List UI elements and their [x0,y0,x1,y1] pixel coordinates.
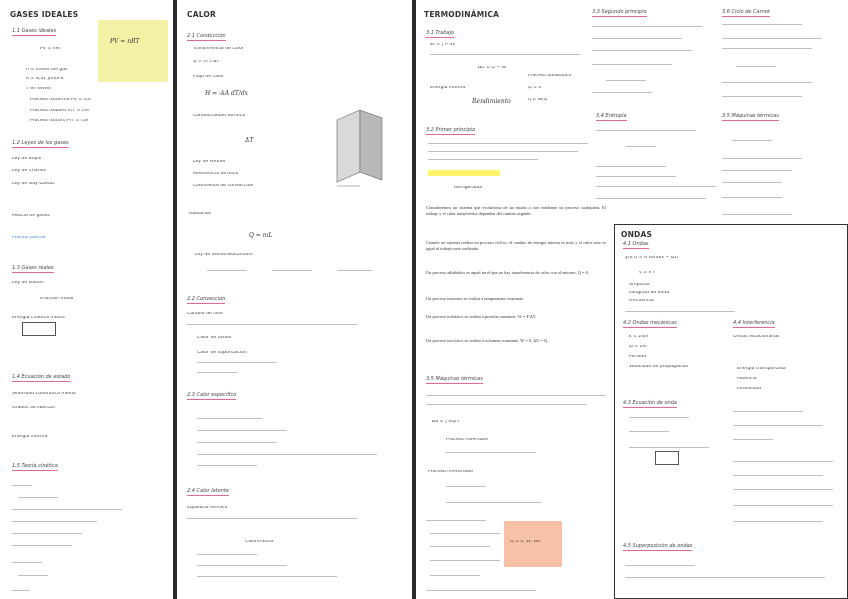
scrawl-line [722,197,782,198]
note-line: v = λ f [639,271,655,275]
scrawl-line [446,452,536,453]
note-line: W = ∫ P dV [430,43,456,47]
theory-paragraph [426,270,606,276]
scrawl-line [722,158,802,159]
bullet-text: Un proceso isotermo se realiza a temperatura constante. [426,296,525,301]
note-line: Amplitud [629,283,650,287]
theory-paragraph [426,296,606,302]
page-title: GASES IDEALES [10,10,79,19]
note-line: Potencia [737,377,757,381]
scrawl-line [592,38,682,39]
scrawl-line [426,404,586,405]
scrawl-line [197,454,377,455]
note-line: Mezcla de gases [12,214,50,218]
note-line: Cambio de fase [187,312,223,316]
note-line: ΔS = ∫ dQ/T [432,420,460,424]
scrawl-line [626,146,656,147]
note-line: Intensidad [737,387,762,391]
note-line: Longitud de onda [629,291,670,295]
note-line: Ley de Charles [12,169,47,173]
note-line: Conductividad térmica [193,114,245,118]
scrawl-line [426,520,486,521]
note-line: ω = 2πf [629,345,647,349]
note-line: Q = 0 [528,86,542,90]
scrawl-line [12,545,72,546]
page-gases-ideales [0,0,173,599]
scrawl-line [12,521,97,522]
scrawl-line [629,447,709,448]
scrawl-line [736,66,776,67]
scrawl-line [592,92,652,93]
scrawl-line [733,439,773,440]
note-line: Ley de Dalton [12,281,44,285]
note-line: Grados de libertad [12,406,55,410]
note-line: ΔU = Q − W [478,66,507,70]
scrawl-line [446,502,541,503]
bullet-text: Un proceso adiabático es aquel en el que no hay transferencia de calor con el entorno, Q = 0. [426,270,589,275]
theory-paragraph [426,240,606,252]
scrawl-line [733,505,833,506]
scrawl-line [430,560,500,561]
section-heading: 1.3 Gases reales [12,265,54,271]
note-line: Fracción molar [40,297,74,301]
scrawl-line [197,372,237,373]
note-line: Presión parcial [12,236,46,240]
note-line: Equilibrio térmico [187,506,228,510]
theory-paragraph [426,205,606,217]
scrawl-line [629,431,669,432]
note-line: Coeficiente de convección [193,184,254,188]
note-line: Frecuencia [629,299,654,303]
section-heading: 2.3 Calor específico [187,392,237,398]
note-line: Calor de fusión [197,336,232,340]
page-title: ONDAS [621,230,653,239]
section-heading: 3.6 Ciclo de Carnot [722,9,770,15]
note-line: Refrigerador [454,186,483,190]
scrawl-line [18,575,48,576]
scrawl-line [187,324,357,325]
scrawl-line [733,489,833,490]
scrawl-line [430,546,490,547]
section-heading: 4.5 Superposición de ondas [623,543,693,549]
orange-note-text: Q = 0, W, ΔU [510,540,541,544]
scrawl-line [430,54,580,55]
scrawl-line [596,176,676,177]
scrawl-line [722,24,802,25]
scrawl-line [606,80,646,81]
page-title: CALOR [187,10,216,19]
scrawl-line [197,565,287,566]
scrawl-line [207,270,247,271]
theory-paragraph [426,314,606,320]
scrawl-line [722,38,822,39]
scrawl-line [596,166,666,167]
note-line: PV = nRT [40,47,62,51]
section-heading: 2.2 Convección [187,296,226,302]
note-line: η = W/Q [528,98,548,102]
section-heading: 3.4 Entropía [596,113,627,119]
scrawl-line [733,425,823,426]
wall-diagram [332,110,387,190]
scrawl-line [12,509,122,510]
bullet-text: Consideremos un sistema que evoluciona de un estado a otro mediante un proceso cualquiera. El trabajo y el calor transferidos dependen del camino seguido. [426,205,606,216]
note-line: Flujo de calor [193,75,224,79]
note-line: n = moles del gas [26,68,68,72]
scrawl-line [430,533,500,534]
scrawl-line [733,411,803,412]
scrawl-line [12,485,32,486]
section-heading: 3.2 Primer principio [426,127,476,133]
scrawl-line [12,533,82,534]
note-line: Período [629,355,647,359]
scrawl-line [272,270,312,271]
note-line: Ondas estacionarias [733,335,780,339]
bullet-text: Un proceso isocórico se realiza a volumen constante, W = 0, ΔU = Q. [426,338,549,343]
section-heading: 3.3 Segundo principio [592,9,647,15]
formula: H = -kA dT/dx [205,90,249,97]
note-line: Velocidad cuadrática media [12,392,76,396]
section-heading: 2.1 Conducción [187,33,226,39]
section-heading: 4.2 Ondas mecánicas [623,320,677,326]
note-line: R = 8,31 J/mol·K [26,77,64,81]
note-line: Ley de Stefan-Boltzmann [195,253,253,257]
note-line: Proceso isotermo PV = cte [30,98,91,102]
scrawl-line [733,461,833,462]
note-line: Energía cinética media [12,316,65,320]
scrawl-line [426,590,536,591]
scrawl-line [732,140,772,141]
scrawl-line [625,565,695,566]
page-ondas [614,224,848,599]
scrawl-line [197,465,257,466]
scrawl-line [428,159,538,160]
note-line: Energía interna [12,435,48,439]
formula: ΔT [245,137,254,144]
note-line: Ley de Gay-Lussac [12,182,55,186]
note-line: Calor de vaporización [197,351,247,355]
note-line: y(x,t) = A sen(kx − ωt) [625,256,679,260]
sticky-formula: PV = nRT [110,38,140,45]
scrawl-line [197,362,277,363]
scrawl-line [197,554,257,555]
scrawl-line [722,96,802,97]
note-line: Energía transportada [737,367,786,371]
section-heading: 2.4 Calor latente [187,488,229,494]
scrawl-line [18,497,58,498]
note-line: T en kelvin [26,87,51,91]
scrawl-line [337,270,372,271]
note-line: Transferencia de calor [193,47,244,51]
formula-box [22,322,56,336]
note-line: Proceso reversible [446,438,489,442]
formula: Q = mL [249,232,273,239]
scrawl-line [722,170,792,171]
scrawl-line [197,418,262,419]
theory-paragraph [426,338,606,344]
note-line: Resistencia térmica [193,172,239,176]
scrawl-line [430,575,480,576]
note-line: Proceso irreversible [428,470,474,474]
scrawl-line [596,130,696,131]
section-heading: 1.2 Leyes de los gases [12,140,69,146]
scrawl-line [733,521,823,522]
scrawl-line [625,311,735,312]
scrawl-line [596,186,716,187]
note-line: Q = m c ΔT [193,60,220,64]
section-heading: 3.1 Trabajo [426,30,455,36]
scrawl-line [446,486,486,487]
scrawl-line [592,50,692,51]
scrawl-line [592,26,702,27]
scrawl-line [625,577,825,578]
page-calor [177,0,412,599]
section-heading: 4.3 Ecuación de onda [623,400,677,406]
note-line: Radiación [189,212,212,216]
note-line: Ley de Fourier [193,160,226,164]
section-heading: 4.4 Interferencia [733,320,775,326]
section-heading: 1.5 Teoría cinética [12,463,58,469]
section-heading: 4.1 Ondas [623,241,649,247]
scrawl-line [428,151,578,152]
scrawl-line [197,576,337,577]
scrawl-line [428,143,588,144]
scrawl-line [596,198,706,199]
note-line: Calorimetría [245,540,274,544]
bullet-text: Cuando un sistema realiza un proceso cíclico, el cambio de energía interna es nulo y el calor neto es igual al trabajo neto realizado. [426,240,606,251]
note-line: Ley de Boyle [12,157,42,161]
scrawl-line [722,182,782,183]
note-line: Proceso adiabático [528,74,572,78]
note-line: Energía interna [430,86,466,90]
scrawl-line [197,442,277,443]
scrawl-line [426,395,606,396]
scrawl-line [722,214,792,215]
scrawl-line [12,590,30,591]
highlight-strip [428,170,500,176]
formula: Rendimiento [472,98,511,105]
section-heading: 3.5 Máquinas térmicas [426,376,483,382]
note-line: Proceso isobaro V/T = cte [30,109,89,113]
page-title: TERMODINÁMICA [424,10,500,19]
scrawl-line [12,562,42,563]
scrawl-line [722,48,812,49]
note-line: Velocidad de propagación [629,365,689,369]
bullet-text: Un proceso isobárico se realiza a presión constante, W = P ΔV. [426,314,537,319]
section-heading: 1.1 Gases ideales [12,28,57,34]
note-line: Proceso isocoro P/T = cte [30,119,89,123]
scrawl-line [197,430,287,431]
section-heading: 3.5 Máquinas térmicas [722,113,779,119]
scrawl-line [629,417,689,418]
scrawl-line [187,518,357,519]
formula-box [655,451,679,465]
section-heading: 1.4 Ecuación de estado [12,374,71,380]
scrawl-line [733,475,823,476]
note-line: k = 2π/λ [629,335,649,339]
scrawl-line [592,64,672,65]
sticky-note [98,20,168,82]
scrawl-line [722,82,812,83]
